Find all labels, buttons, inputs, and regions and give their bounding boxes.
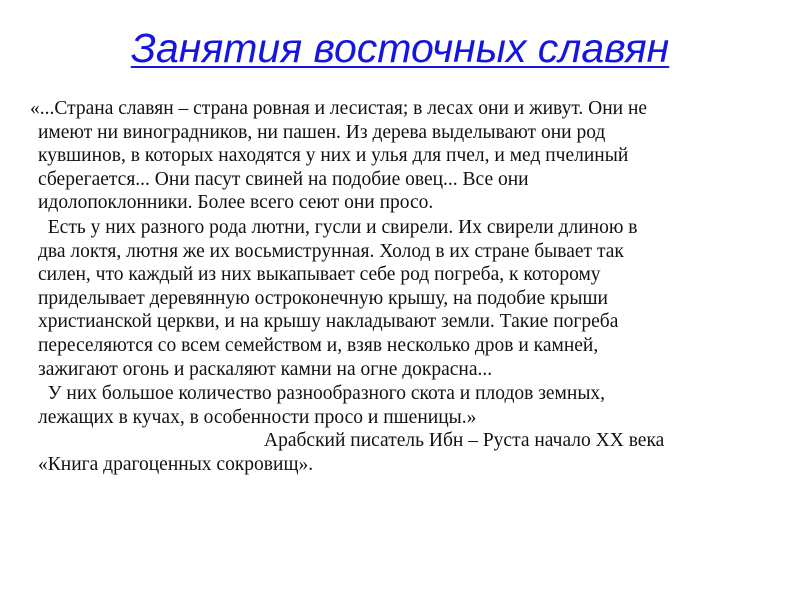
text-line: У них большое количество разнообразного скота и плодов земных, bbox=[38, 383, 606, 405]
book-title: «Книга драгоценных сокровищ». bbox=[38, 453, 314, 475]
text-line: переселяются со всем семейством и, взяв несколько дров и камней, bbox=[38, 334, 599, 356]
text-line: сберегается... Они пасут свиней на подобие овец... Все они bbox=[38, 168, 529, 190]
text-line: идолопоклонники. Более всего сеют они просо. bbox=[38, 192, 434, 214]
text-line: имеют ни виноградников, ни пашен. Из дерева выделывают они род bbox=[38, 121, 606, 143]
text-line: силен, что каждый из них выкапывает себе род погреба, к которому bbox=[38, 264, 601, 286]
attribution: Арабский писатель Ибн – Руста начало XX века bbox=[264, 430, 665, 452]
paragraph-2 bbox=[38, 216, 788, 381]
text-line: два локтя, лютня же их восьмиструнная. Холод в их стране бывает так bbox=[38, 240, 624, 262]
paragraph-1 bbox=[30, 97, 788, 215]
text-line: Есть у них разного рода лютни, гусли и свирели. Их свирели длиною в bbox=[38, 216, 638, 238]
text-line: зажигают огонь и раскаляют камни на огне докрасна... bbox=[38, 358, 493, 380]
text-line: христианской церкви, и на крышу накладывают земли. Такие погреба bbox=[38, 311, 619, 333]
paragraph-3 bbox=[38, 382, 788, 429]
slide-title: Занятия восточных славян bbox=[130, 25, 670, 71]
text-line: кувшинов, в которых находятся у них и улья для пчел, и мед пчелиный bbox=[38, 145, 629, 167]
quote-text bbox=[30, 97, 788, 477]
text-line: лежащих в кучах, в особенности просо и пшеницы.» bbox=[38, 406, 477, 428]
text-line: «...Страна славян – страна ровная и лесистая; в лесах они и живут. Они не bbox=[30, 98, 648, 119]
text-line: приделывает деревянную остроконечную крышу, на подобие крыши bbox=[38, 287, 608, 309]
